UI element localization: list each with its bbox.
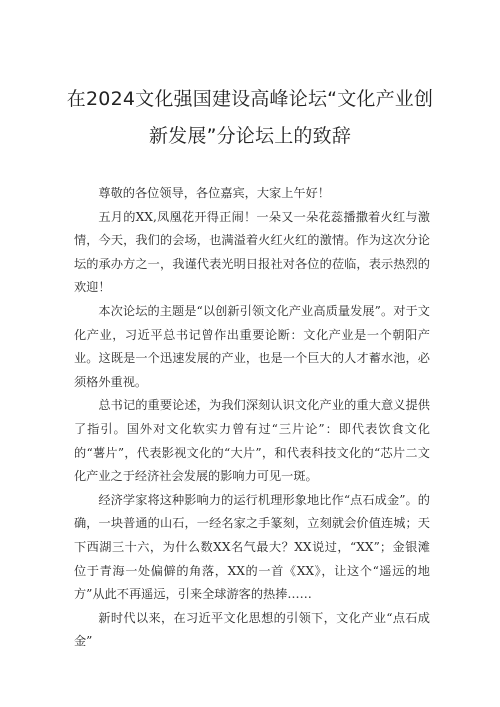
paragraph-theme: 本次论坛的主题是“以创新引领文化产业高质量发展”。对于文化产业，习近平总书记曾作出重要论断：文化产业是一个朝阳产业。这既是一个迅速发展的产业，也是一个巨大的人才蓄水池，必须格外重视。 xyxy=(74,303,430,389)
paragraph-greeting: 尊敬的各位领导，各位嘉宾，大家上午好！ xyxy=(98,186,330,200)
paragraph-new-era: 新时代以来，在习近平文化思想的引领下，文化产业“点石成金” xyxy=(74,610,430,649)
document-title-line-2: 新发展”分论坛上的致辞 xyxy=(148,125,352,147)
paragraph-welcome: 五月的XX,凤凰花开得正闹！一朵又一朵花蕊播撒着火红与激情，今天，我们的会场，也满溢着火红火红的激情。作为这次分论坛的承办方之一，我谨代表光明日报社对各位的莅临，表示热烈的欢迎！ xyxy=(74,209,430,295)
document-title-line-1: 在2024文化强国建设高峰论坛“文化产业创 xyxy=(66,88,434,110)
paragraph-economics: 经济学家将这种影响力的运行机理形象地比作“点石成金”。的确，一块普通的山石，一经名家之手篆刻，立刻就会价值连城；天下西湖三十六，为什么数XX名气最大？XX说过，“XX”；金银滩位于青海一处偏僻的角落，XX的一首《XX》，让这个“遥远的地方”从此不再遥远，引来全球游客的热捧…… xyxy=(74,492,430,602)
document-body xyxy=(74,182,430,654)
paragraph-guidance: 总书记的重要论述，为我们深刻认识文化产业的重大意义提供了指引。国外对文化软实力曾有过“三片论”：即代表饮食文化的“薯片”，代表影视文化的“大片”，和代表科技文化的“芯片二文化产业之于经济社会发展的影响力可见一斑。 xyxy=(74,398,430,484)
